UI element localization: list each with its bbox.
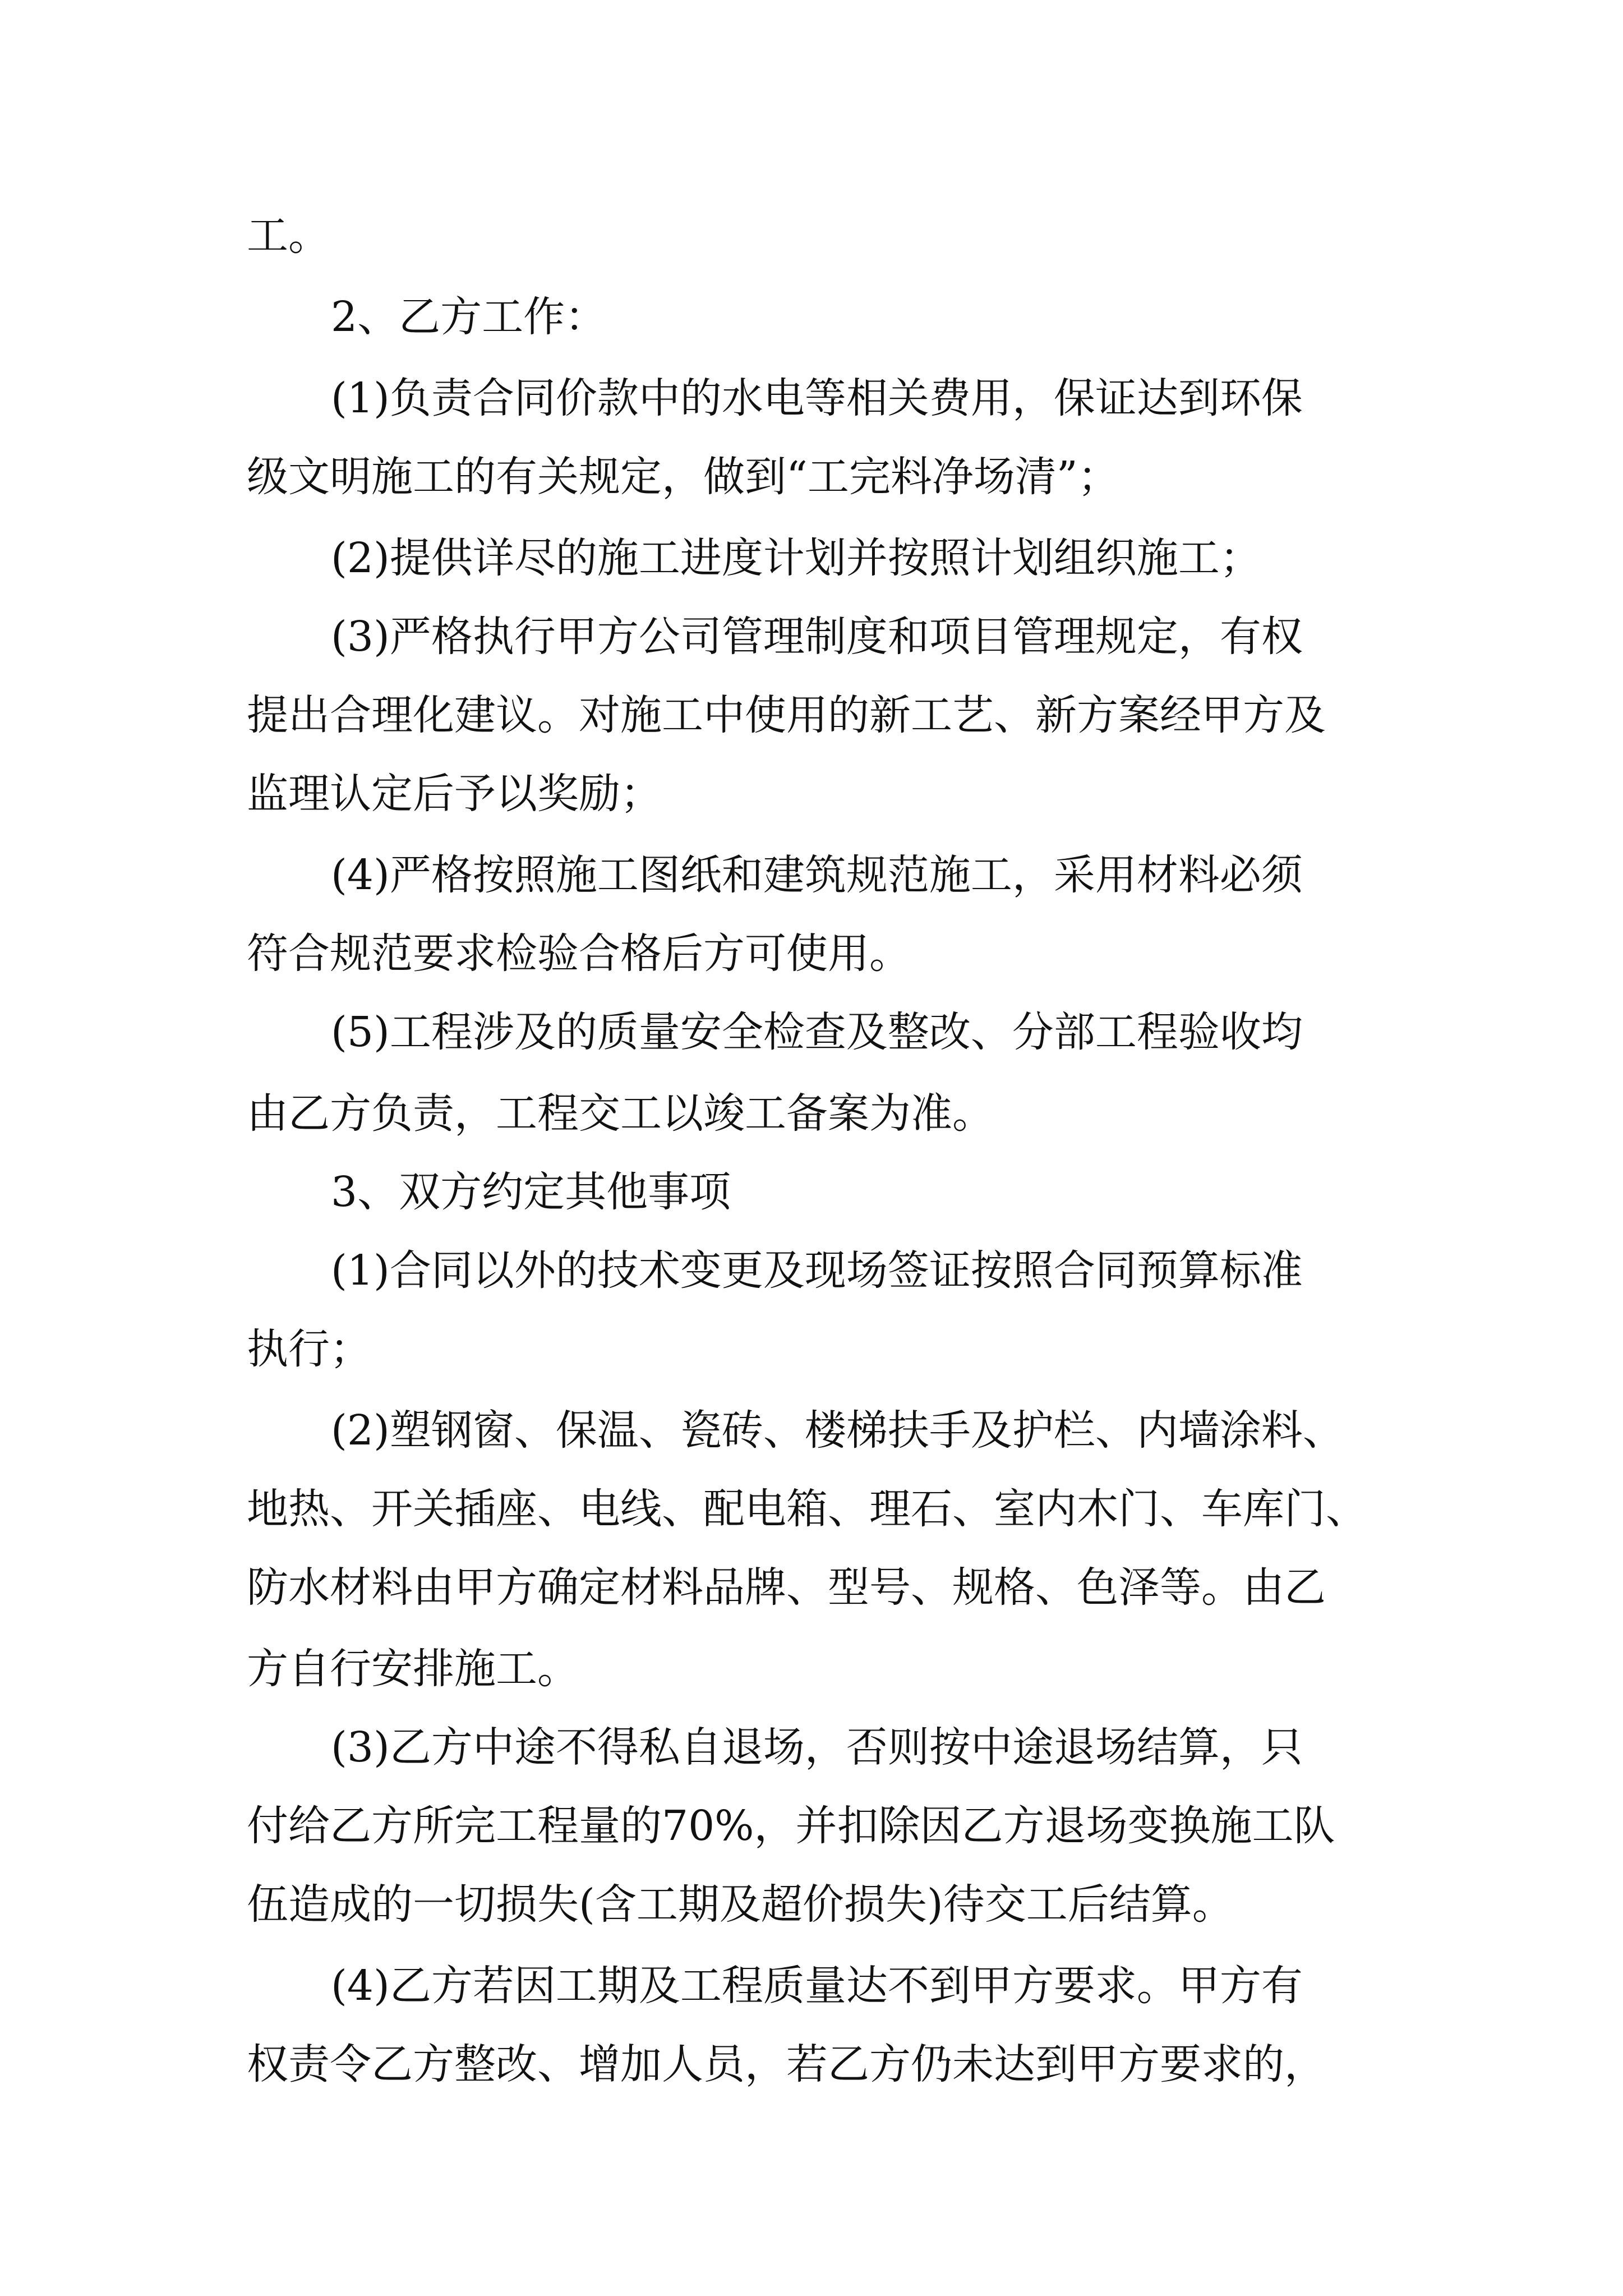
text-line: (3)乙方中途不得私自退场，否则按中途退场结算，只 <box>331 1723 1303 1772</box>
text-line: 执行； <box>247 1325 371 1373</box>
text-line: 伍造成的一切损失(含工期及超价损失)待交工后结算。 <box>247 1880 1234 1929</box>
text-line: 提出合理化建议。对施工中使用的新工艺、新方案经甲方及 <box>247 691 1326 739</box>
text-line: 付给乙方所完工程量的70%，并扣除因乙方退场变换施工队 <box>247 1802 1335 1850</box>
text-line: 符合规范要求检验合格后方可使用。 <box>247 930 911 978</box>
section-heading: 2、乙方工作： <box>331 293 607 341</box>
text-line: (1)合同以外的技术变更及现场签证按照合同预算标准 <box>331 1246 1303 1295</box>
text-line: 地热、开关插座、电线、配电箱、理石、室内木门、车库门、 <box>247 1485 1367 1533</box>
text-line: 级文明施工的有关规定，做到“工完料净场清”； <box>247 453 1119 501</box>
text-line: (2)提供详尽的施工进度计划并按照计划组织施工； <box>331 534 1261 582</box>
text-line: 由乙方负责，工程交工以竣工备案为准。 <box>247 1089 994 1138</box>
text-line: (4)乙方若因工期及工程质量达不到甲方要求。甲方有 <box>331 1962 1303 2010</box>
text-line: (4)严格按照施工图纸和建筑规范施工，采用材料必须 <box>331 851 1303 899</box>
text-line: 权责令乙方整改、增加人员，若乙方仍未达到甲方要求的， <box>247 2040 1326 2088</box>
text-line: 方自行安排施工。 <box>247 1645 579 1693</box>
text-line: 监理认定后予以奖励； <box>247 770 662 818</box>
text-line: 防水材料由甲方确定材料品牌、型号、规格、色泽等。由乙 <box>247 1563 1326 1612</box>
text-line: 工。 <box>247 211 330 260</box>
text-line: (3)严格执行甲方公司管理制度和项目管理规定，有权 <box>331 613 1303 661</box>
text-line: (1)负责合同价款中的水电等相关费用，保证达到环保 <box>331 374 1303 422</box>
section-heading: 3、双方约定其他事项 <box>331 1168 731 1216</box>
text-line: (5)工程涉及的质量安全检查及整改、分部工程验收均 <box>331 1008 1303 1056</box>
text-line: (2)塑钢窗、保温、瓷砖、楼梯扶手及护栏、内墙涂料、 <box>331 1406 1344 1455</box>
